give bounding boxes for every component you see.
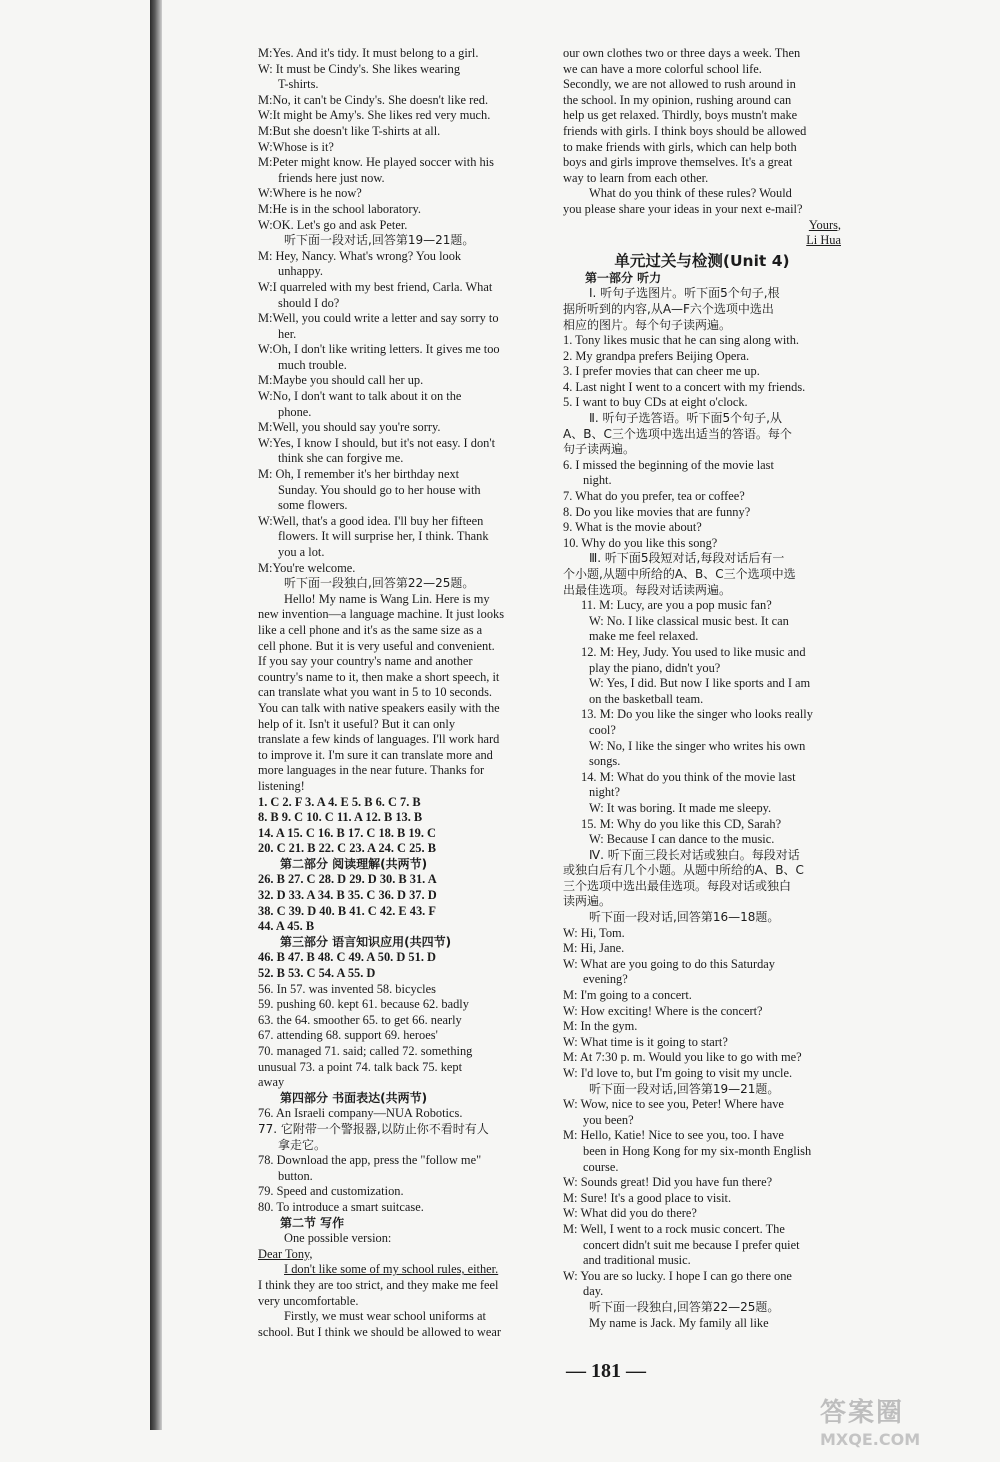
text-line: T-shirts. xyxy=(278,77,319,92)
text-line: W: I'd love to, but I'm going to visit my uncle. xyxy=(563,1066,793,1080)
text-line: 20. C 21. B 22. C 23. A 24. C 25. B xyxy=(258,841,436,856)
text-line: 拿走它。 xyxy=(278,1137,327,1152)
text-line: 14. A 15. C 16. B 17. C 18. B 19. C xyxy=(258,825,436,840)
text-line: Ⅰ. 听句子选图片。听下面5个句子,根 xyxy=(589,286,780,301)
text-line: If you say your country's name and another xyxy=(258,654,473,669)
text-line: 13. M: Do you like the singer who looks really xyxy=(581,707,813,722)
text-line: Sunday. You should go to her house with xyxy=(278,482,481,497)
text-line: country's name to it, then make a short speech, it xyxy=(258,669,500,684)
text-line: 70. managed 71. said; called 72. something xyxy=(258,1044,473,1058)
text-line: 11. M: Lucy, are you a pop music fan? xyxy=(581,598,772,613)
text-line: M: Hello, Katie! Nice to see you, too. I have xyxy=(563,1128,784,1143)
text-line: W:It might be Amy's. She likes red very much. xyxy=(258,108,491,123)
text-line: 6. I missed the beginning of the movie last xyxy=(563,457,774,472)
left-column xyxy=(258,46,542,1340)
text-line: M:No, it can't be Cindy's. She doesn't like red. xyxy=(258,92,489,107)
text-line: button. xyxy=(278,1168,313,1183)
text-line: to make friends with girls, which can help both xyxy=(563,139,797,154)
text-line: W:No, I don't want to talk about it on the xyxy=(258,389,462,404)
text-line: you please share your ideas in your next e-mail? xyxy=(563,201,803,216)
text-line: friends here just now. xyxy=(278,170,385,185)
text-line: W: Hi, Tom. xyxy=(563,925,625,940)
text-line: What do you think of these rules? Would xyxy=(589,186,792,201)
text-line: 出最佳选项。每段对话读两遍。 xyxy=(563,582,732,597)
text-line: unhappy. xyxy=(278,264,323,279)
text-line: 76. An Israeli company—NUA Robotics. xyxy=(258,1106,463,1121)
text-line: translate a few kinds of languages. I'll work hard xyxy=(258,732,500,747)
text-line: like a cell phone and it's as the same size as a xyxy=(258,622,483,637)
text-line: 第四部分 书面表达(共两节) xyxy=(280,1090,428,1105)
text-line: Dear Tony, xyxy=(258,1246,313,1261)
text-line: Hello! My name is Wang Lin. Here is my xyxy=(284,591,490,606)
text-line: make me feel relaxed. xyxy=(589,629,699,644)
book-spine-shadow xyxy=(150,0,162,1430)
text-line: 2. My grandpa prefers Beijing Opera. xyxy=(563,348,750,363)
text-line: cool? xyxy=(589,722,616,737)
text-line: night. xyxy=(583,473,612,488)
text-line: to improve it. I'm sure it can translate more and xyxy=(258,747,493,762)
text-line: You can talk with native speakers easily with the xyxy=(258,700,500,715)
text-line: 15. M: Why do you like this CD, Sarah? xyxy=(581,816,782,831)
text-line: Ⅳ. 听下面三段长对话或独白。每段对话 xyxy=(589,847,800,862)
text-line: new invention—a language machine. It just looks xyxy=(258,607,505,622)
text-line: can translate what you want in 5 to 10 seconds. xyxy=(258,685,492,700)
text-line: M: Hey, Nancy. What's wrong? You look xyxy=(258,248,462,263)
text-line: One possible version: xyxy=(284,1231,392,1246)
text-line: W: No. I like classical music best. It can xyxy=(589,613,789,628)
text-line: friends with girls. I think boys should be allowed xyxy=(563,123,807,138)
text-line: A、B、C三个选项中选出适当的答语。每个 xyxy=(563,426,792,441)
text-line: more languages in the near future. Thanks for xyxy=(258,763,485,778)
text-line: the school. In my opinion, rushing around can xyxy=(563,92,792,107)
text-line: unusual 73. a point 74. talk back 75. kept xyxy=(258,1059,463,1074)
text-line: 听下面一段独白,回答第22—25题。 xyxy=(284,576,475,591)
text-line: 26. B 27. C 28. D 29. D 30. B 31. A xyxy=(258,872,437,887)
text-line: W: Because I can dance to the music. xyxy=(589,832,775,847)
text-line: we can have a more colorful school life. xyxy=(563,61,762,76)
text-line: W: What time is it going to start? xyxy=(563,1034,728,1049)
text-line: should I do? xyxy=(278,295,340,310)
text-line: M: At 7:30 p. m. Would you like to go with me? xyxy=(563,1050,802,1065)
text-line: I don't like some of my school rules, either. xyxy=(284,1262,499,1277)
text-line: W: Wow, nice to see you, Peter! Where have xyxy=(563,1097,784,1112)
text-line: M: In the gym. xyxy=(563,1019,638,1034)
text-line: Li Hua xyxy=(806,233,841,248)
text-line: My name is Jack. My family all like xyxy=(589,1315,769,1330)
text-line: think she can forgive me. xyxy=(278,451,404,466)
text-line: M: I'm going to a concert. xyxy=(563,988,692,1003)
text-line: 听下面一段对话,回答第19—21题。 xyxy=(589,1081,780,1096)
text-line: 1. Tony likes music that he can sing along with. xyxy=(563,333,800,348)
text-line: 9. What is the movie about? xyxy=(563,520,702,535)
unit-title: 单元过关与检测(Unit 4) xyxy=(614,251,790,270)
text-line: help us get relaxed. Thirdly, boys mustn't make xyxy=(563,108,798,123)
text-line: 14. M: What do you think of the movie last xyxy=(581,769,796,784)
text-line: Ⅱ. 听句子选答语。听下面5个句子,从 xyxy=(589,411,782,426)
text-line: Firstly, we must wear school uniforms at xyxy=(284,1309,486,1324)
text-line: I think they are too strict, and they make me feel xyxy=(258,1277,499,1292)
text-line: W: How exciting! Where is the concert? xyxy=(563,1003,763,1018)
text-line: school. But I think we should be allowed to wear xyxy=(258,1324,501,1339)
text-line: 或独白后有几个小题。从题中所给的A、B、C xyxy=(563,863,804,878)
text-line: you been? xyxy=(583,1112,634,1127)
text-line: 据所听到的内容,从A—F六个选项中选出 xyxy=(563,301,774,316)
text-line: play the piano, didn't you? xyxy=(589,660,721,675)
text-line: 第三部分 语言知识应用(共四节) xyxy=(280,934,452,949)
text-line: 第二部分 阅读理解(共两节) xyxy=(280,856,428,871)
text-line: W: Sounds great! Did you have fun there? xyxy=(563,1175,773,1190)
text-line: help of it. Isn't it useful? But it can only xyxy=(258,716,456,731)
text-line: 63. the 64. smoother 65. to get 66. nearly xyxy=(258,1012,462,1027)
text-line: been in Hong Kong for my six-month English xyxy=(583,1143,812,1158)
text-line: W: It was boring. It made me sleepy. xyxy=(589,800,772,815)
text-line: 56. In 57. was invented 58. bicycles xyxy=(258,981,436,996)
text-line: W: You are so lucky. I hope I can go there one xyxy=(563,1268,792,1283)
text-line: 38. C 39. D 40. B 41. C 42. E 43. F xyxy=(258,903,436,918)
text-line: flowers. It will surprise her, I think. Thank xyxy=(278,529,489,544)
text-line: M: Hi, Jane. xyxy=(563,941,625,956)
text-line: 79. Speed and customization. xyxy=(258,1184,404,1199)
text-line: 52. B 53. C 54. A 55. D xyxy=(258,966,376,981)
text-line: M:You're welcome. xyxy=(258,560,356,575)
text-line: cell phone. But it is very useful and convenient. xyxy=(258,638,495,653)
text-line: 3. I prefer movies that can cheer me up. xyxy=(563,364,760,379)
text-line: 第二节 写作 xyxy=(280,1215,345,1230)
text-line: M: Oh, I remember it's her birthday next xyxy=(258,467,460,482)
text-line: concert didn't suit me because I prefer quiet xyxy=(583,1237,800,1252)
text-line: 12. M: Hey, Judy. You used to like music and xyxy=(581,644,806,659)
text-line: some flowers. xyxy=(278,498,348,513)
text-line: 8. Do you like movies that are funny? xyxy=(563,504,751,519)
text-line: Ⅲ. 听下面5段短对话,每段对话后有一 xyxy=(589,551,785,566)
text-line: M:Well, you should say you're sorry. xyxy=(258,420,441,435)
text-line: 听下面一段独白,回答第22—25题。 xyxy=(589,1299,780,1314)
text-line: course. xyxy=(583,1159,619,1174)
text-line: Yours, xyxy=(808,217,841,232)
text-line: boys and girls improve themselves. It's a great xyxy=(563,155,793,170)
text-line: 相应的图片。每个句子读两遍。 xyxy=(563,317,732,332)
text-line: W: What are you going to do this Saturday xyxy=(563,956,775,971)
right-column-unit4 xyxy=(563,271,841,1331)
text-line: 10. Why do you like this song? xyxy=(563,535,718,550)
text-line: W:I quarreled with my best friend, Carla. What xyxy=(258,279,493,294)
text-line: M:But she doesn't like T-shirts at all. xyxy=(258,123,441,138)
text-line: 句子读两遍。 xyxy=(563,442,636,457)
text-line: W:Whose is it? xyxy=(258,139,334,154)
text-line: 8. B 9. C 10. C 11. A 12. B 13. B xyxy=(258,810,423,825)
text-line: our own clothes two or three days a week. Then xyxy=(563,46,801,60)
watermark-title: 答案圈 xyxy=(820,1398,905,1428)
text-line: you a lot. xyxy=(278,545,325,559)
text-line: M: Sure! It's a good place to visit. xyxy=(563,1190,732,1205)
text-line: M:Maybe you should call her up. xyxy=(258,373,424,388)
text-line: W: Yes, I did. But now I like sports and I am xyxy=(589,676,811,691)
text-line: evening? xyxy=(583,972,628,987)
text-line: W: No, I like the singer who writes his own xyxy=(589,738,806,753)
text-line: songs. xyxy=(589,754,621,769)
text-line: 59. pushing 60. kept 61. because 62. badly xyxy=(258,997,469,1012)
text-line: M:Yes. And it's tidy. It must belong to a girl. xyxy=(258,46,479,60)
text-line: 4. Last night I went to a concert with my friends. xyxy=(563,379,806,394)
text-line: and traditional music. xyxy=(583,1253,691,1268)
text-line: listening! xyxy=(258,778,305,793)
text-line: away xyxy=(258,1075,285,1090)
text-line: 第一部分 听力 xyxy=(585,270,662,285)
text-line: 44. A 45. B xyxy=(258,919,315,934)
text-line: W:Well, that's a good idea. I'll buy her fifteen xyxy=(258,513,484,528)
text-line: W:Oh, I don't like writing letters. It gives me too xyxy=(258,342,500,357)
text-line: 80. To introduce a smart suitcase. xyxy=(258,1199,424,1214)
text-line: W: It must be Cindy's. She likes wearing xyxy=(258,61,461,76)
text-line: 7. What do you prefer, tea or coffee? xyxy=(563,489,745,504)
text-line: 读两遍。 xyxy=(563,894,612,909)
text-line: day. xyxy=(583,1284,604,1299)
watermark-url: MXQE.COM xyxy=(820,1430,921,1449)
text-line: W:Yes, I know I should, but it's not easy. I don't xyxy=(258,435,496,450)
text-line: on the basketball team. xyxy=(589,691,704,706)
text-line: 5. I want to buy CDs at eight o'clock. xyxy=(563,395,748,410)
text-line: Secondly, we are not allowed to rush around in xyxy=(563,77,796,92)
text-line: 77. 它附带一个警报器,以防止你不看时有人 xyxy=(258,1121,489,1136)
text-line: her. xyxy=(278,326,297,341)
text-line: 67. attending 68. support 69. heroes' xyxy=(258,1028,438,1043)
text-line: way to learn from each other. xyxy=(563,170,709,185)
text-line: much trouble. xyxy=(278,357,347,372)
right-column xyxy=(563,46,841,1331)
text-line: 三个选项中选出最佳选项。每段对话或独白 xyxy=(563,878,792,893)
text-line: 听下面一段对话,回答第16—18题。 xyxy=(589,910,780,925)
text-line: 1. C 2. F 3. A 4. E 5. B 6. C 7. B xyxy=(258,794,421,809)
text-line: M:Well, you could write a letter and say sorry to xyxy=(258,311,499,326)
text-line: M: Well, I went to a rock music concert. The xyxy=(563,1221,785,1236)
text-line: 78. Download the app, press the "follow me" xyxy=(258,1153,482,1168)
text-line: W: What did you do there? xyxy=(563,1206,697,1221)
text-line: phone. xyxy=(278,404,312,419)
text-line: very uncomfortable. xyxy=(258,1293,359,1308)
text-line: M:Peter might know. He played soccer with his xyxy=(258,155,494,170)
right-column-essay-end xyxy=(563,46,841,249)
text-line: 个小题,从题中所给的A、B、C三个选项中选 xyxy=(563,567,796,581)
watermark-logo xyxy=(820,1392,995,1458)
text-line: 32. D 33. A 34. B 35. C 36. D 37. D xyxy=(258,888,437,903)
text-line: 听下面一段对话,回答第19—21题。 xyxy=(284,233,475,248)
text-line: W:OK. Let's go and ask Peter. xyxy=(258,217,408,232)
text-line: night? xyxy=(589,785,620,800)
text-line: 46. B 47. B 48. C 49. A 50. D 51. D xyxy=(258,950,436,965)
text-line: M:He is in the school laboratory. xyxy=(258,201,421,216)
text-line: W:Where is he now? xyxy=(258,186,362,201)
page-number: — 181 — xyxy=(566,1360,646,1382)
